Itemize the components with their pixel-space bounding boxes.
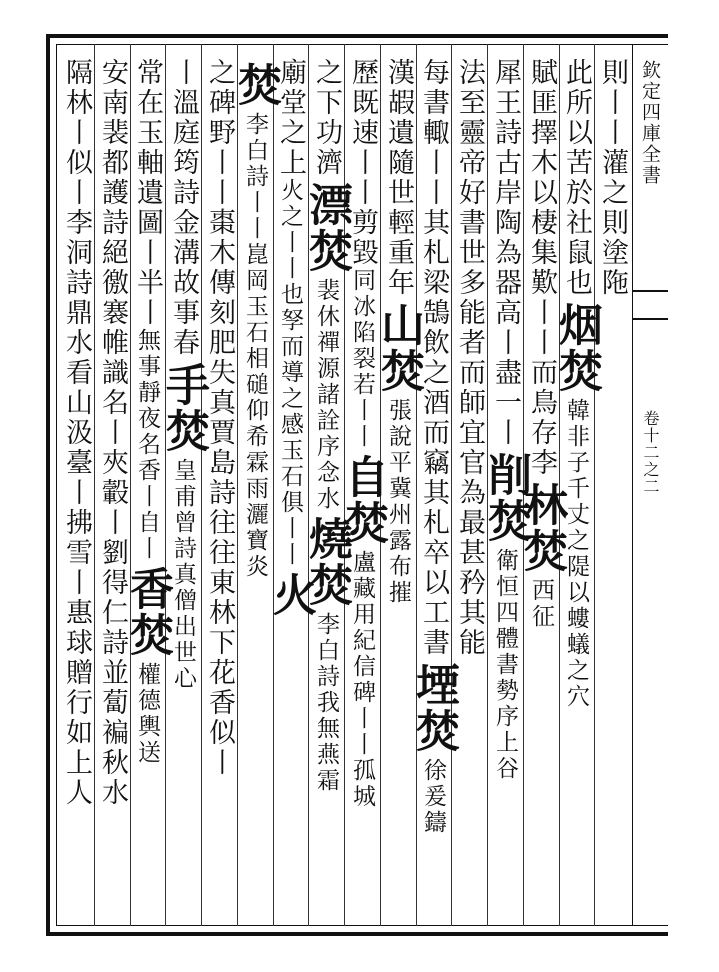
- body-text: 廟堂之上: [275, 58, 306, 178]
- body-text: 犀王詩古岸陶為器高丨盡一丨: [490, 58, 521, 448]
- entry-headword: 火: [265, 572, 316, 618]
- entry-headword: 焚: [230, 62, 281, 108]
- body-text: 丨溫庭筠詩金溝故事春: [168, 58, 199, 358]
- body-text: 則丨丨灌之則塗陁: [597, 58, 628, 298]
- body-text: 安南裴都護詩絕徼褰帷識名丨夾轂丨劉得仁詩並蔔褊秋水: [97, 58, 128, 808]
- body-text: 此所以苦於社鼠也: [561, 58, 592, 298]
- text-column: [49, 58, 103, 920]
- entry-headword: 堙焚: [408, 662, 459, 754]
- annotation-text: 無事靜夜名香丨自丨: [134, 328, 160, 562]
- body-text: 賦匪擇木以棲集歎丨丨而鳥存李: [526, 58, 557, 478]
- annotation-text: 火之丨丨也孥而導之: [277, 178, 303, 412]
- body-text: 之碑野丨丨棗木傳刻肥失真賈島詩往往東林下花香似丨: [204, 58, 235, 778]
- annotation-text: 徐爰鑄: [420, 758, 446, 836]
- annotation-text: 韓非子千丈之隄以螻蟻之穴: [563, 398, 589, 710]
- entry-headword: 林焚: [516, 482, 567, 574]
- entry-headword: 漂焚: [301, 182, 352, 274]
- annotation-text: 衛恒四體書勢序上谷: [492, 548, 518, 782]
- annotation-text: 皇甫曾詩真僧出世心: [170, 458, 196, 692]
- annotation-text: 裴休禪源諸詮序念水: [313, 278, 339, 512]
- body-text: 法至靈帝好書世多能者而師宜官為最甚矜其能: [454, 58, 485, 658]
- entry-headword: 香焚: [122, 566, 173, 658]
- annotation-text: 李白詩丨丨崑岡玉石相磓仰希霖雨灑寶炎: [242, 112, 268, 580]
- body-text: 漢嘏遺隨世輕重年: [383, 58, 414, 298]
- body-text: 常在玉軸遺圖丨半丨: [132, 58, 163, 328]
- entry-headword: 削焚: [480, 452, 531, 544]
- body-text: 歷既速丨丨剪毀: [347, 58, 378, 268]
- annotation-text: 權德輿送: [134, 662, 160, 766]
- margin-book-title: 欽定四庫全書: [639, 60, 661, 186]
- body-text: 隔林丨似丨李洞詩鼎水看山汲臺丨拂雪丨惠球贈行如上人: [61, 58, 92, 808]
- annotation-text: 同冰陷裂若丨丨: [349, 268, 375, 450]
- annotation-text: 盧藏用紀信碑丨丨孤城: [349, 550, 375, 810]
- entry-headword: 烟焚: [551, 302, 602, 394]
- entry-headword: 燒焚: [301, 516, 352, 608]
- annotation-text: 西征: [528, 578, 554, 630]
- entry-headword: 手焚: [158, 362, 209, 454]
- entry-headword: 自焚: [337, 454, 388, 546]
- entry-headword: 山焚: [373, 302, 424, 394]
- body-text: 每書輙丨丨其札梁鵠飲之酒而竊其札卒以工書: [418, 58, 449, 658]
- body-text: 之下功濟: [311, 58, 342, 178]
- margin-volume-label: 卷十二之二: [641, 410, 660, 495]
- annotation-text: 感玉石俱丨丨: [277, 412, 303, 568]
- annotation-text: 張說平冀州露布摧: [385, 398, 411, 606]
- annotation-text: 李白詩我無燕霜: [313, 612, 339, 794]
